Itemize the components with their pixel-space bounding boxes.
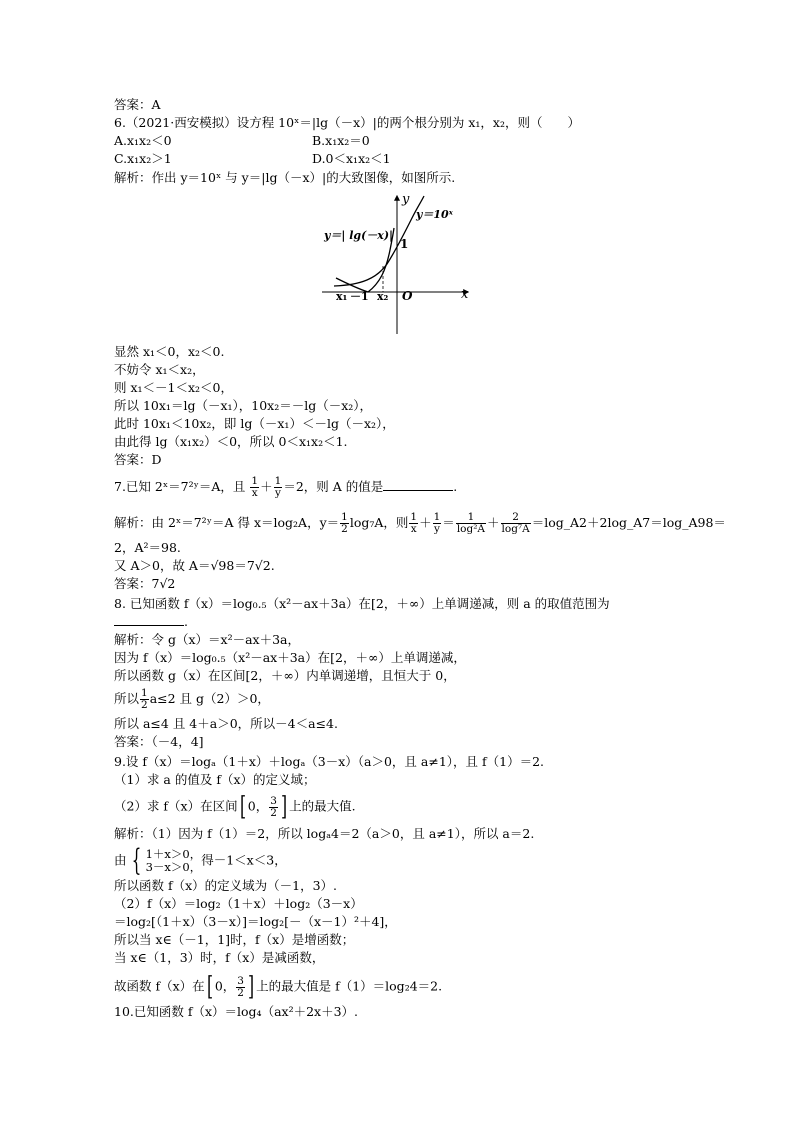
q9-conclusion-start: 故函数 f（x）在 — [114, 978, 205, 994]
question-8: 8. 已知函数 f（x）＝log₀.₅（x²－ax＋3a）在[2，＋∞）上单调递减，则 a 的取值范围为 — [114, 596, 610, 611]
frac-three-halves-2: $\frac{3}{2}$ — [237, 974, 244, 999]
q8-period: . — [184, 614, 188, 629]
frac-one-over-log2a: $\frac{1}{\text{log²A}}$ — [456, 511, 486, 535]
answer-blank — [383, 478, 453, 491]
frac-one-over-y: $\frac{1}{y}$ — [274, 475, 282, 499]
q7-analysis-start: 解析：由 2ˣ＝7²ʸ＝A 得 x＝log₂A，y＝ — [114, 515, 340, 530]
q6-step2: 不妨令 x₁＜x₂， — [114, 362, 205, 377]
q6-options-row1 — [114, 133, 370, 149]
q9-system-end: 得－1＜x＜3， — [201, 852, 287, 868]
answer-7: 答案：7√2 — [114, 576, 176, 591]
q9-part2-start: （2）求 f（x）在区间 — [114, 798, 238, 814]
q6-step6: 由此得 lg（x₁x₂）＜0，所以 0＜x₁x₂＜1. — [114, 434, 348, 449]
q6-step5: 此时 10x₁＜10x₂，即 lg（－x₁）＜－lg（－x₂）， — [114, 416, 395, 431]
q9-part2-end: 上的最大值. — [289, 798, 356, 814]
option-a: A.x₁x₂＜0 — [114, 133, 172, 148]
option-b: B.x₁x₂＝0 — [312, 133, 370, 148]
q6-options-row2 — [114, 151, 391, 167]
q9-analysis5: 当 x∈（1，3）时，f（x）是减函数， — [114, 950, 325, 965]
q9-analysis4: 所以当 x∈（－1，1]时，f（x）是增函数； — [114, 932, 355, 947]
graph-label-y: y — [402, 192, 410, 207]
question-6: 6.（2021·西安模拟）设方程 10ˣ＝|lg（－x）|的两个根分别为 x₁，x₂，则（ ） — [114, 115, 580, 130]
question-10: 10.已知函数 f（x）＝log₄（ax²＋2x＋3）. — [114, 1004, 359, 1019]
answer-5: 答案：A — [114, 97, 161, 112]
frac-one-half-2: $\frac{1}{2}$ — [141, 687, 148, 711]
frac-one-over-x-2: $\frac{1}{x}$ — [410, 511, 418, 535]
q8-answer-blank — [114, 615, 184, 626]
q9-domain: 所以函数 f（x）的定义域为（－1，3）. — [114, 878, 338, 893]
q9-system-start: 由 — [114, 852, 127, 868]
q6-analysis-intro: 解析：作出 y＝10ˣ 与 y＝|lg（－x）|的大致图像，如图所示. — [114, 170, 456, 185]
graph-label-x: x — [461, 287, 469, 302]
q9-system — [114, 843, 287, 878]
q9-part1: （1）求 a 的值及 f（x）的定义域； — [114, 772, 316, 787]
option-c: C.x₁x₂＞1 — [114, 151, 172, 166]
q8-step4-end: a≤2 且 g（2）＞0， — [149, 691, 270, 706]
interval-start-2: 0， — [214, 978, 236, 994]
answer-8: 答案：（－4，4] — [114, 734, 204, 749]
q7-text-start: 7.已知 2ˣ＝7²ʸ＝A，且 — [114, 479, 246, 494]
frac-two-over-log7a: $\frac{2}{\text{log⁷A}}$ — [501, 511, 530, 535]
frac-one-over-y-2: $\frac{1}{y}$ — [433, 511, 441, 535]
frac-one-over-x: $\frac{1}{x}$ — [251, 475, 259, 499]
option-d: D.0＜x₁x₂＜1 — [312, 151, 391, 166]
left-bracket: [ — [239, 792, 246, 822]
q7-analysis: 解析：由 2ˣ＝7²ʸ＝A 得 x＝log₂A，y＝ $\frac{1}{2}$ log₇A，则 $\frac{1}{x}$ ＋ $\frac{1}{y}$ ＝ $\frac{1}{\text{log²A}}$ ＋ $\frac{2}{\text{log⁷A}}$ ＝log_A2＋2log_A7＝log_A98＝ — [114, 511, 726, 535]
graph-label-lg: y＝| lg(－x)| — [324, 229, 394, 242]
q8-step4-start: 所以 — [114, 691, 140, 706]
q9-analysis1: 解析：（1）因为 f（1）＝2，所以 logₐ4＝2（a＞0，且 a≠1），所以 a＝2. — [114, 826, 535, 841]
q9-conclusion — [114, 974, 442, 1000]
q6-step3: 则 x₁＜－1＜x₂＜0， — [114, 380, 234, 395]
graph-label-x1: x₁ — [336, 290, 348, 303]
inequality-system — [127, 843, 202, 878]
interval-start: 0， — [247, 798, 269, 814]
q7-equals: ＝ — [442, 515, 455, 530]
function-graph — [322, 190, 472, 336]
graph-label-origin: O — [402, 289, 413, 303]
q8-step1: 解析：令 g（x）＝x²－ax＋3a， — [114, 632, 300, 647]
q9-analysis2: （2）f（x）＝log₂（1＋x）＋log₂（3－x） — [114, 896, 363, 911]
q9-conclusion-end: 上的最大值是 f（1）＝log₂4＝2. — [256, 978, 443, 994]
frac-one-half: $\frac{1}{2}$ — [341, 511, 348, 535]
left-bracket-2: [ — [206, 972, 213, 1002]
q9-analysis3: ＝log₂[（1＋x）（3－x）]＝log₂[－（x－1）²＋4]， — [114, 914, 397, 929]
q7-result: 2，A²＝98. — [114, 540, 181, 555]
q8-blank-line — [114, 614, 188, 630]
q9-part2 — [114, 794, 356, 820]
system-rows — [146, 848, 202, 874]
q8-step5: 所以 a≤4 且 4＋a＞0，所以－4＜a≤4. — [114, 716, 338, 731]
q7-analysis-end: ＝log_A2＋2log_A7＝log_A98＝ — [531, 515, 726, 530]
q7-conclusion: 又 A＞0，故 A＝√98＝7√2. — [114, 558, 275, 573]
graph-label-one: 1 — [400, 237, 409, 251]
q6-step4: 所以 10x₁＝lg（－x₁），10x₂＝－lg（－x₂）， — [114, 398, 373, 413]
system-row-1: 1＋x＞0， — [145, 847, 202, 861]
q7-analysis-mid: log₇A，则 — [349, 515, 409, 530]
right-bracket-2: ] — [247, 972, 255, 1002]
q6-step1: 显然 x₁＜0，x₂＜0. — [114, 344, 225, 359]
left-brace: { — [131, 843, 141, 878]
graph-label-exp: y＝10ˣ — [416, 208, 453, 221]
right-bracket: ] — [280, 792, 288, 822]
q7-text-mid: ＝2，则 A 的值是 — [283, 479, 384, 494]
q8-step4 — [114, 688, 270, 711]
question-9: 9.设 f（x）＝logₐ（1＋x）＋logₐ（3－x）（a＞0，且 a≠1），且 f（1）＝2. — [114, 754, 545, 769]
system-row-2: 3－x＞0， — [145, 860, 202, 874]
question-7: 7.已知 2ˣ＝7²ʸ＝A，且 $\frac{1}{x}$ ＋ $\frac{1}{y}$ ＝2，则 A 的值是 . — [114, 475, 458, 499]
q8-step3: 所以函数 g（x）在区间[2，＋∞）内单调递增，且恒大于 0， — [114, 668, 456, 683]
frac-three-halves: $\frac{3}{2}$ — [270, 794, 277, 819]
q8-step2: 因为 f（x）＝log₀.₅（x²－ax＋3a）在[2，＋∞）上单调递减， — [114, 650, 466, 665]
graph-label-minus1: －1 — [350, 290, 369, 303]
graph-label-x2: x₂ — [377, 290, 389, 303]
answer-6: 答案：D — [114, 452, 162, 467]
